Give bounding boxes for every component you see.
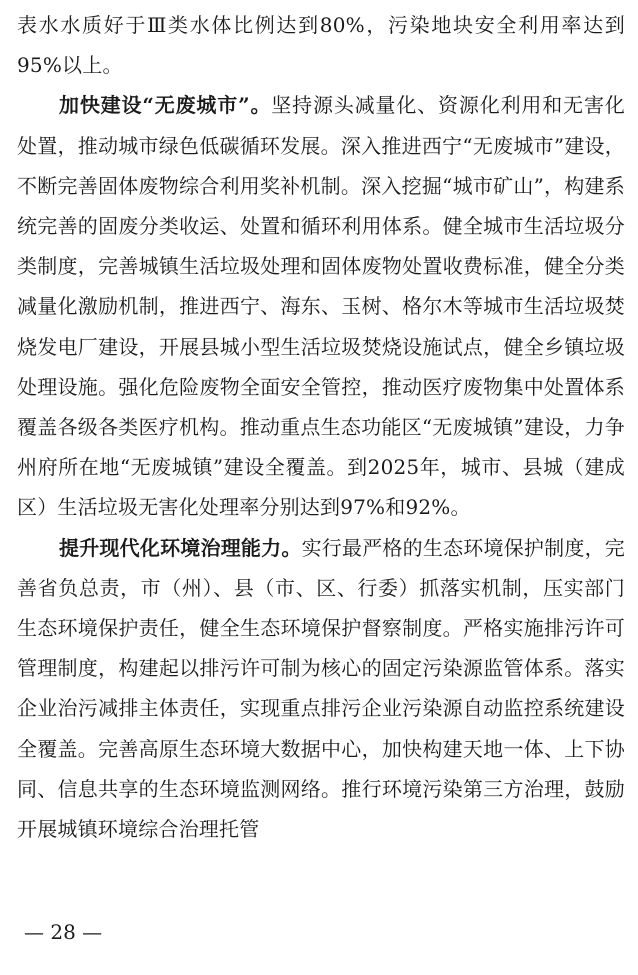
document-page [17,0,625,849]
paragraph-2-text: 坚持源头减量化、资源化利用和无害化处置，推动城市绿色低碳循环发展。深入推进西宁“无废城市”建设，不断完善固体废物综合利用奖补机制。深入挖掘“城市矿山”，构建系统完善的固废分类收运、处置和循环利用体系。健全城市生活垃圾分类制度，完善城镇生活垃圾处理和固体废物处置收费标准，健全分类减量化激励机制，推进西宁、海东、玉树、格尔木等城市生活垃圾焚烧发电厂建设，开展县城小型生活垃圾焚烧设施试点，健全乡镇垃圾处理设施。强化危险废物全面安全管控，推动医疗废物集中处置体系覆盖各级各类医疗机构。推动重点生态功能区“无废城镇”建设，力争州府所在地“无废城镇”建设全覆盖。到2025年，城市、县城（建成区）生活垃圾无害化处理率分别达到97%和92%。 [17,93,625,520]
paragraph-2-heading: 加快建设“无废城市”。 [59,93,272,118]
paragraph-environmental-governance [17,528,625,850]
paragraph-zero-waste-city [17,85,625,527]
paragraph-3-text: 实行最严格的生态环境保护制度，完善省负总责，市（州）、县（市、区、行委）抓落实机制，压实部门生态环境保护责任，健全生态环境保护督察制度。严格实施排污许可管理制度，构建起以排污许可制为核心的固定污染源监管体系。落实企业治污减排主体责任，实现重点排污企业污染源自动监控系统建设全覆盖。完善高原生态环境大数据中心，加快构建天地一体、上下协同、信息共享的生态环境监测网络。推行环境污染第三方治理，鼓励开展城镇环境综合治理托管 [17,535,625,842]
paragraph-3-heading: 提升现代化环境治理能力。 [59,535,302,560]
page-number: — 28 — [24,920,103,944]
paragraph-continuation [17,5,625,85]
paragraph-1-text: 表水水质好于Ⅲ类水体比例达到80%，污染地块安全利用率达到95%以上。 [17,13,625,78]
